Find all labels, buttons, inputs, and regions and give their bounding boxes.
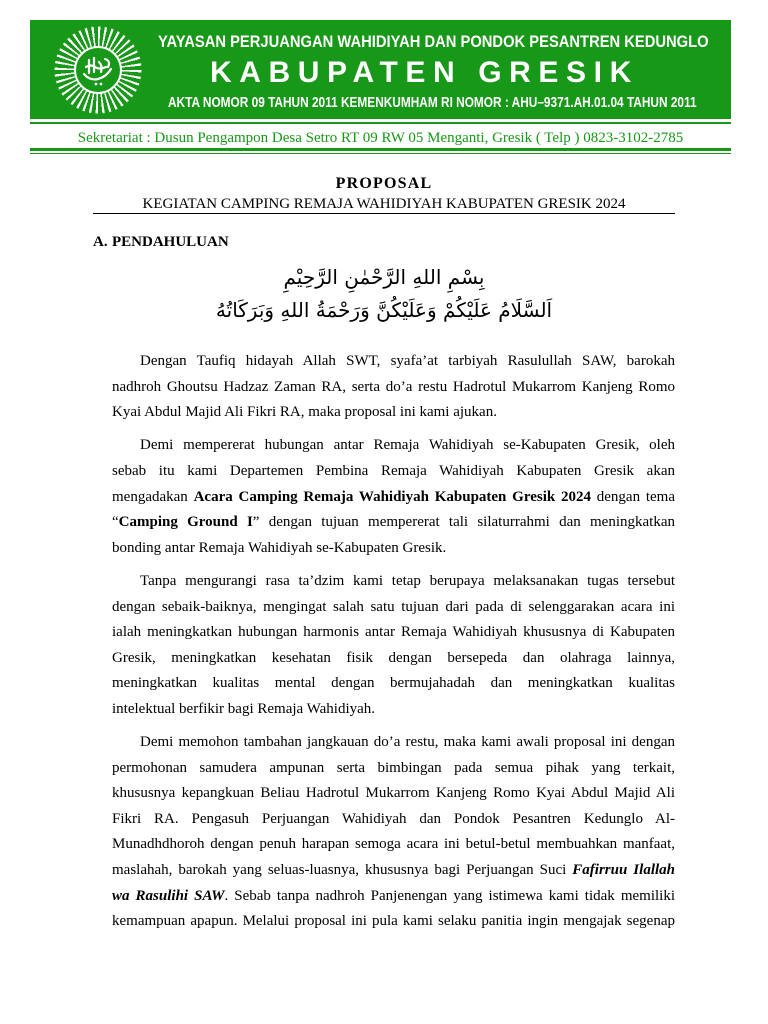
paragraph-line: permohonan samudera ampunan serta bimbingan pada semua pihak yang terkait,	[112, 759, 675, 776]
paragraph-line: Demi memohon tambahan jangkauan do’a restu, maka kami awali proposal ini dengan	[140, 734, 675, 751]
paragraph-line	[112, 884, 675, 910]
document-subtitle: KEGIATAN CAMPING REMAJA WAHIDIYAH KABUPATEN GRESIK 2024	[142, 196, 626, 212]
letterhead-double-rule-thin	[30, 153, 731, 154]
paragraph-line: meningkatkan kualitas mental dengan bermujahadah dan meningkatkan kualitas	[112, 675, 675, 692]
paragraph-line: Tanpa mengurangi rasa ta’dzim kami tetap berupaya melaksanakan tugas tersebut	[140, 572, 675, 589]
paragraph-line	[112, 510, 675, 536]
line-text: “	[112, 514, 119, 531]
legal-registration: AKTA NOMOR 09 TAHUN 2011 KEMENKUMHAM RI NOMOR : AHU–9371.AH.01.04 TAHUN 2011	[168, 94, 697, 111]
line-text: . Sebab tanpa nadhroh Panjenengan yang istimewa kami tidak memiliki	[224, 887, 675, 904]
line-text: ” dengan tujuan mempererat tali silaturrahmi dan meningkatkan	[252, 514, 675, 531]
paragraph-line: Gresik, meningkatkan kesehatan fisik dengan bersepeda dan olahraga lainnya,	[112, 649, 675, 666]
paragraph-3	[112, 569, 675, 723]
document-title: PROPOSAL	[335, 175, 433, 192]
salam-greeting: اَلسَّلَامُ عَلَيْكُمْ وَعَلَيْكُنَّ وَرَحْمَةُ اللهِ وَبَرَكَاتُهُ	[215, 298, 553, 322]
paragraph-line: ialah meningkatkan hubungan harmonis antar Remaja Wahidiyah khususnya di Kabupaten	[112, 624, 675, 641]
paragraph-line: nadhroh Ghoutsu Hadzaz Zaman RA, serta do’a restu Hadrotul Mukarrom Kanjeng Romo	[112, 378, 675, 395]
paragraph-4	[112, 730, 675, 935]
paragraph-line: bonding antar Remaja Wahidiyah se-Kabupaten Gresik.	[112, 539, 447, 556]
secretariat-address: Sekretariat : Dusun Pengampon Desa Setro RT 09 RW 05 Menganti, Gresik ( Telp ) 0823-3102-2785	[77, 130, 684, 146]
paragraph-line: Fikri RA. Pengasuh Perjuangan Wahidiyah dan Pondok Pesantren Kedunglo Al-	[112, 810, 675, 827]
paragraph-line: sebab itu kami Departemen Pembina Remaja Wahidiyah Kabupaten Gresik akan	[112, 462, 675, 479]
emblem-calligraphy-icon	[76, 48, 120, 92]
letterhead-double-rule-thick	[30, 148, 731, 151]
paragraph-line: khususnya kepangkuan Beliau Hadrotul Mukarrom Kanjeng Romo Kyai Abdul Majid Ali	[112, 785, 675, 802]
document-body	[112, 349, 675, 942]
region-name: KABUPATEN GRESIK	[210, 56, 639, 89]
title-underline	[93, 213, 675, 214]
event-theme: Camping Ground I	[118, 514, 253, 531]
section-heading: PENDAHULUAN	[112, 234, 229, 250]
line-text: dengan tema	[591, 488, 675, 505]
organization-name: YAYASAN PERJUANGAN WAHIDIYAH DAN PONDOK PESANTREN KEDUNGLO	[158, 32, 709, 51]
line-text: mengadakan	[112, 488, 194, 505]
motto-text: Fafirruu Ilallah	[572, 862, 675, 879]
line-text: maslahah, barokah yang seluas-luasnya, khususnya bagi Perjuangan Suci	[112, 862, 573, 879]
paragraph-line	[112, 858, 675, 884]
sunburst-emblem-icon	[74, 46, 122, 94]
motto-text: wa Rasulihi SAW	[112, 887, 225, 904]
paragraph-line	[112, 485, 675, 511]
section-number: A.	[93, 234, 108, 250]
paragraph-line: kemampuan apapun. Melalui proposal ini pula kami selaku panitia ingin mengajak segenap	[112, 913, 675, 930]
paragraph-2	[112, 433, 675, 561]
paragraph-1	[112, 349, 675, 426]
basmalah: بِسْمِ اللهِ الرَّحْمٰنِ الرَّحِيْمِ	[283, 265, 485, 289]
paragraph-line: Kyai Abdul Majid Ali Fikri RA, maka proposal ini kami ajukan.	[112, 404, 497, 421]
paragraph-line: intelektual berfikir bagi Remaja Wahidiyah.	[112, 700, 376, 717]
letterhead-rule	[30, 122, 731, 124]
event-name: Acara Camping Remaja Wahidiyah Kabupaten Gresik 2024	[193, 488, 591, 505]
paragraph-line: Demi mempererat hubungan antar Remaja Wahidiyah se-Kabupaten Gresik, oleh	[140, 437, 675, 454]
paragraph-line: Dengan Taufiq hidayah Allah SWT, syafa’at tarbiyah Rasulullah SAW, barokah	[140, 353, 675, 369]
paragraph-line: dengan sebaik-baiknya, mengingat salah satu tujuan dari pada di selenggarakan acara ini	[112, 598, 675, 615]
paragraph-line: Munadhdhoroh dengan penuh harapan semoga acara ini betul-betul membuahkan manfaat,	[112, 836, 675, 853]
